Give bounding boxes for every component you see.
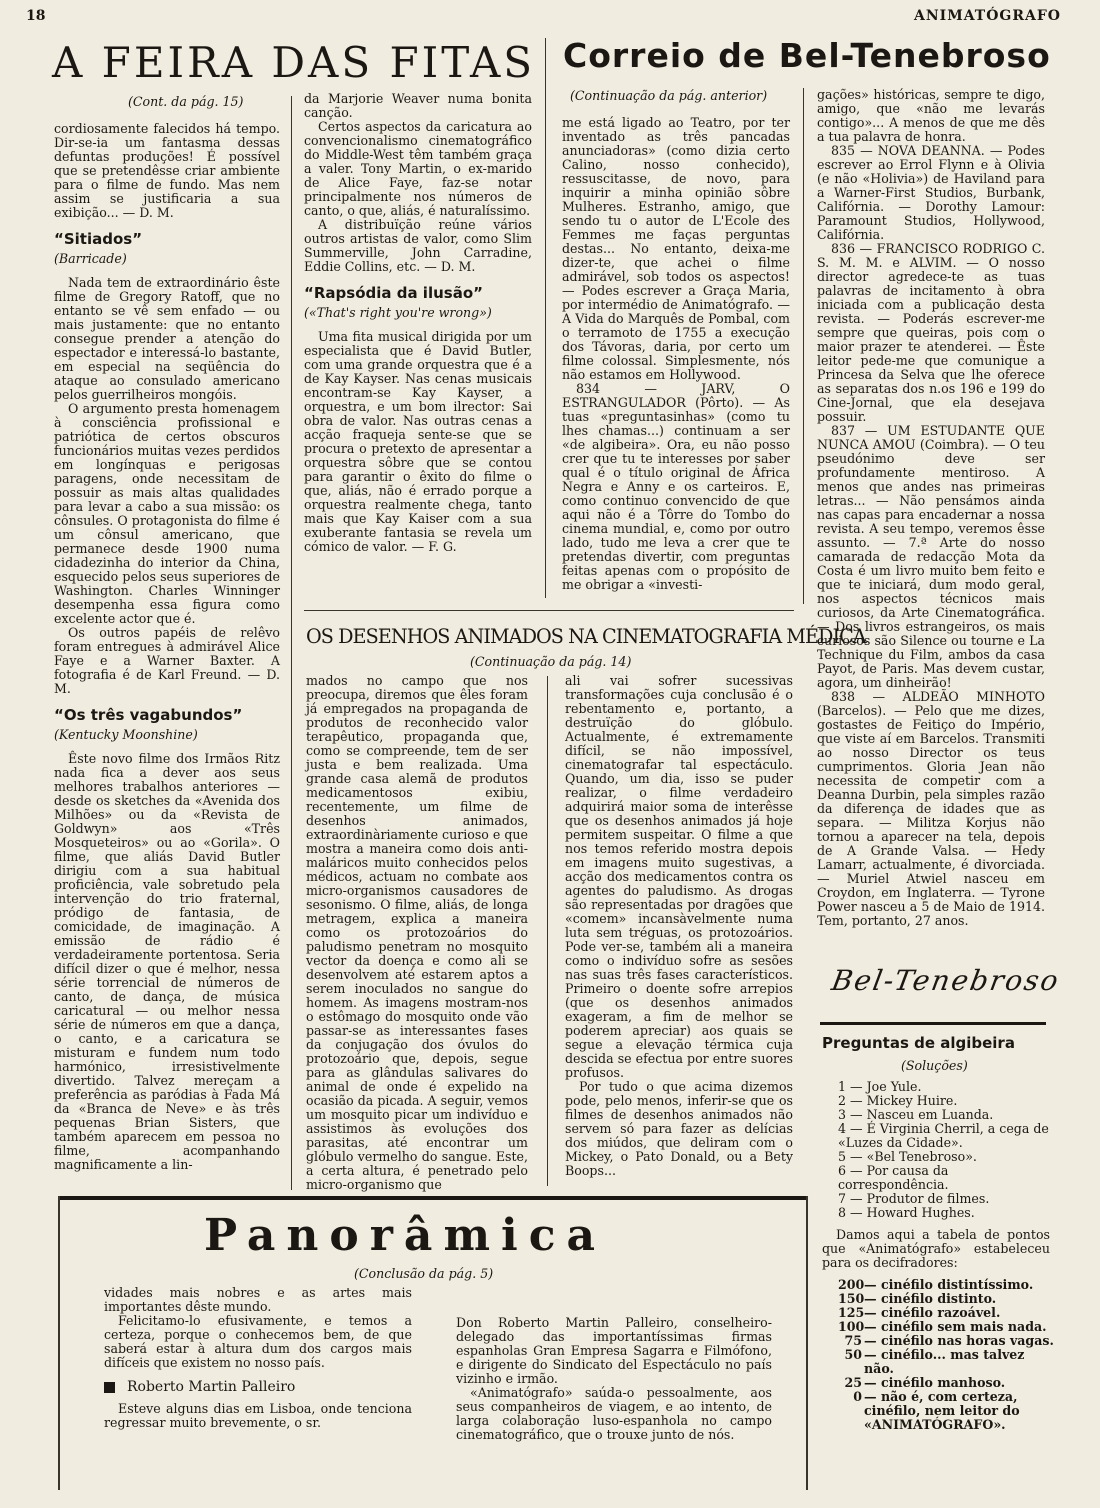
correio-title: Correio de Bel-Tenebroso	[563, 36, 1051, 75]
score-row	[838, 1390, 1054, 1432]
correio-col2-p1: gações» históricas, sempre te digo, amigo, que «não me levarás contigo»... A menos de que me dês a tua palavra de honra.	[817, 87, 1045, 144]
panoramica-border-right	[806, 1196, 808, 1490]
score-points: 75	[844, 1333, 862, 1348]
score-points: 125	[838, 1305, 865, 1320]
sitiados-p3: Os outros papéis de relêvo foram entregues à admirável Alice Faye e a Warner Baxter. A fotografia é de Karl Freund. — D. M.	[54, 625, 280, 696]
rapsodia-subtitle: («That's right you're wrong»)	[304, 305, 492, 320]
answer-item: 4 — É Virginia Cherril, a cega de «Luzes da Cidade».	[838, 1121, 1049, 1150]
feira-col2-p3: A distribuïção reúne vários outros artistas de valor, como Slim Summerville, John Carradine, Eddie Collins, etc. — D. M.	[304, 217, 532, 274]
panoramica-col2-p1: Don Roberto Martin Palleiro, conselheiro-delegado das importantíssimas firmas espanholas Gran Empresa Sagarra e Filmófono, e dirigente do Sindicato del Espectáculo no país vizinho e irmão.	[456, 1315, 772, 1386]
score-points: 100	[838, 1319, 865, 1334]
desenhos-col2-p1: ali vai sofrer sucessivas transformações cuja conclusão é o rebentamento e, portanto, a destruïção do glóbulo. Actualmente, é extremamente difícil, se não impossível, cinematografar tal espectáculo. Quando, um dia, isso se puder realizar, o filme verdadeiro adquirirá maior soma de interêsse que os desenhos animados já hoje permitem suspeitar. O filme a que nos temos referido mostra depois em imagens muito sugestivas, a acção dos medicamentos contra os agentes do paludismo. As drogas são representadas por dragões que «comem» incansàvelmente numa luta sem tréguas, os protozoários. Pode ver-se, também ali a maneira como o indivíduo sofre as sesões nas suas três fases característicos. Primeiro o doente sofre arrepios (que os desenhos animados exageram, a fim de melhor se poderem apreciar) aos quais se segue a elevação térmica cuja descida se efectua por entre suores profusos.	[565, 673, 793, 1080]
answer-item: 6 — Por causa da correspondência.	[838, 1163, 949, 1192]
score-row	[838, 1334, 1054, 1348]
square-bullet-icon	[104, 1382, 115, 1393]
correio-letter-838: 838 — ALDEÃO MINHOTO (Barcelos). — Pelo que me dizes, gostastes de Feitiço do Império, que viste aí em Barcelos. Transmiti ao nosso Director os teus cumprimentos. Gloria Jean não necessita de competir com a Deanna Durbin, pela simples razão da diferença de idades que as separa. — Militza Korjus não tornou a aparecer na tela, depois de A Grande Valsa. — Hedy Lamarr, actualmente, é divorciada. — Muriel Atwiel nasceu em Croydon, em Inglaterra. — Tyrone Power nasceu a 5 de Maio de 1914. Tem, portanto, 27 anos.	[817, 689, 1045, 928]
preguntas-answers	[822, 1080, 1050, 1270]
answer-item: 3 — Nasceu em Luanda.	[838, 1107, 994, 1122]
score-points: 200	[838, 1277, 865, 1292]
feira-intro: cordiosamente falecidos há tempo. Dir-se-ia um fantasma dessas defuntas produções! É possível que se pretendêsse criar ambiente para o filme de fundo. Mas nem assim se justificaria a sua exibição... — D. M.	[54, 121, 280, 220]
desenhos-title: OS DESENHOS ANIMADOS NA CINEMATOGRAFIA MÉDICA	[306, 624, 866, 648]
score-row	[838, 1376, 1054, 1390]
desenhos-column-1	[306, 674, 528, 1192]
panoramica-col1-p1: vidades mais nobres e as artes mais importantes dêste mundo.	[104, 1285, 412, 1314]
correio-letter-834: 834 — JARV, O ESTRANGULADOR (Pôrto). — As tuas «preguntasinhas» (como tu lhes chamas...) continuam a ser «de algibeira». Ora, eu não posso crer que tu te interesses por saber qual é o título original de África Negra e Anny e os carteiros. E, como continuo convencido de que aqui não é a Tôrre do Tombo do cinema mundial, e, como por outro lado, tudo me leva a crer que te pretendas divertir, com preguntas feitas apenas com o propósito de me obrigar a «investi-	[562, 381, 790, 592]
correio-continued: (Continuação da pág. anterior)	[570, 88, 768, 103]
desenhos-col1: mados no campo que nos preocupa, diremos que êles foram já empregados na propaganda de produtos de reconhecido valor terapêutico, propaganda que, como se compreende, tem de ser justa e bem realizada. Uma grande casa alemã de produtos medicamentosos exibiu, recentemente, um filme de desenhos animados, extraordinàriamente curioso e que mostra a maneira como dois anti-maláricos muito conhecidos pelos médicos, actuam no combate aos micro-organismos causadores de sesonismo. O filme, aliás, de longa metragem, explica a maneira como os protozoários do paludismo penetram no mosquito vector da doença e como ali se desenvolvem até estarem aptos a serem inoculados no sangue do homem. As imagens mostram-nos o estômago do mosquito onde vão passar-se as interessantes fases da conjugação dos óvulos do protozoário que, depois, segue para as glândulas salivares do animal de onde é expelido na ocasião da picada. A seguir, vemos um mosquito picar um indivíduo e assistimos às evoluções dos parasitas, até encontrar um glóbulo vermelho do sangue. Este, a certa altura, é penetrado pelo micro-organismo que	[306, 673, 528, 1192]
answer-item: 7 — Produtor de filmes.	[838, 1191, 990, 1206]
column-rule	[547, 676, 548, 1186]
panoramica-column-2	[456, 1316, 772, 1442]
answer-item: 1 — Joe Yule.	[838, 1079, 922, 1094]
page-number: 18	[26, 8, 46, 24]
panoramica-col1-p2: Felicitamo-lo efusivamente, e temos a certeza, porque o conhecemos bem, de que saberá estar à altura dum dos cargos mais difíceis que existem no nosso país.	[104, 1313, 412, 1370]
vagabundos-p1: Êste novo filme dos Irmãos Ritz nada fica a dever aos seus melhores trabalhos anteriores — desde os sketches da «Avenida dos Milhões» ou da «Revista de Goldwyn» aos «Três Mosqueteiros» ou ao «Gorila». O filme, que aliás David Butler dirigiu com a sua habitual proficiência, vale sobretudo pela intervenção do trio fraternal, pródigo de fantasia, de comicidade, de imaginação. A emissão de rádio é verdadeiramente portentosa. Seria difícil dizer o que é melhor, nessa série torrencial de números de canto, de dança, de música caricatural — ou melhor nessa série de números em que a dança, o canto, e a caricatura se misturam e fundem num todo harmónico, irresistivelmente divertido. Talvez mereçam a preferência as paródias à Fada Má da «Branca de Neve» e às três pequenas Brian Sisters, que também aparecem em pessoa no filme, acompanhando magnificamente a lin-	[54, 751, 280, 1172]
panoramica-col1-p3: Esteve alguns dias em Lisboa, onde tenciona regressar muito brevemente, o sr.	[104, 1401, 412, 1430]
answer-item: 5 — «Bel Tenebroso».	[838, 1149, 977, 1164]
vagabundos-title: “Os três vagabundos”	[54, 706, 243, 724]
feira-column-2	[304, 92, 532, 554]
answer-item: 2 — Mickey Huire.	[838, 1093, 958, 1108]
sitiados-subtitle: (Barricade)	[54, 251, 127, 266]
sitiados-p1: Nada tem de extraordinário êste filme de Gregory Ratoff, que no entanto se vê sem enfado — ou mais justamente: que no entanto consegue prender a atenção do espectador e interessá-lo bastante, em especial na seqüência do ataque ao consulado americano pelos guerrilheiros mongóis.	[54, 275, 280, 402]
score-label: — cinéfilo razoável.	[864, 1305, 1001, 1320]
feira-continued: (Cont. da pág. 15)	[128, 94, 244, 109]
sitiados-title: “Sitiados”	[54, 230, 143, 248]
preguntas-intro: Damos aqui a tabela de pontos que «Animatógrafo» estabeleceu para os decifradores:	[822, 1227, 1050, 1270]
correio-col1-p1: me está ligado ao Teatro, por ter inventado as três pancadas anunciadoras» (como dizia certo Calino, nosso conhecido), ressuscitasse, de novo, para inquirir a minha opinião sôbre Mulheres. Estranho, amigo, que sendo tu o autor de L'Ecole des Femmes me faças perguntas destas... No entanto, deixa-me dizer-te, que achei o filme admirável, sob todos os aspectos! — Podes escrever a Graça Maria, por intermédio de Animatógrafo. — A Vida do Marquês de Pombal, com o terramoto de 1755 a execução dos Távoras, daria, por certo um filme colossal. Simplesmente, nós não estamos em Hollywood.	[562, 115, 790, 382]
feira-column-1	[54, 122, 280, 1172]
panoramica-border-left	[58, 1196, 60, 1490]
panoramica-continued: (Conclusão da pág. 5)	[354, 1266, 494, 1281]
score-row	[838, 1278, 1054, 1292]
desenhos-column-2	[565, 674, 793, 1178]
score-label: — cinéfilo manhoso.	[864, 1375, 1006, 1390]
score-row	[838, 1292, 1054, 1306]
score-table	[838, 1278, 1054, 1432]
panoramica-subhead: Roberto Martin Palleiro	[127, 1379, 296, 1395]
panoramica-column-1	[104, 1286, 412, 1430]
feira-col2-p2: Certos aspectos da caricatura ao convencionalismo cinematográfico do Middle-West têm também graça a valer. Tony Martin, o ex-marido de Alice Faye, faz-se notar principalmente nos números de canto, o que, aliás, é naturalíssimo.	[304, 119, 532, 218]
correio-column-1	[562, 116, 790, 592]
section-rule	[304, 610, 794, 611]
score-label: — cinéfilo... mas talvez não.	[864, 1347, 1025, 1376]
rapsodia-title: “Rapsódia da ilusão”	[304, 284, 483, 302]
panoramica-subhead-row	[104, 1380, 412, 1394]
score-label: — não é, com certeza, cinéfilo, nem leitor do «ANIMATÓGRAFO».	[864, 1389, 1020, 1432]
panoramica-col2-p2: «Animatógrafo» saúda-o pessoalmente, aos seus companheiros de viagem, e ao intento, de larga colaboração luso-espanhola no campo cinematográfico, que o trouxe junto de nós.	[456, 1385, 772, 1442]
desenhos-continued: (Continuação da pág. 14)	[470, 654, 632, 669]
preguntas-subtitle: (Soluções)	[901, 1058, 968, 1073]
rapsodia-p1: Uma fita musical dirigida por um especialista que é David Butler, com uma grande orquestra que é a de Kay Kayser. Nas cenas musicais encontram-se Kay Kayser, a orquestra, e um bom ilrector: Sai obra de valor. Nas outras cenas a acção fraqueja sente-se que se procura o pretexto de apresentar a orquestra sôbre que se contou para garantir o êxito do filme o que, aliás, não é errado porque a orquestra realmente chega, tanto mais que Kay Kaiser com a sua exuberante fantasia se revela um cómico de valor. — F. G.	[304, 329, 532, 554]
column-rule	[291, 96, 292, 1190]
score-label: — cinéfilo sem mais nada.	[864, 1319, 1047, 1334]
panoramica-top-bar	[58, 1196, 808, 1200]
score-row	[838, 1320, 1054, 1334]
correio-letter-837: 837 — UM ESTUDANTE QUE NUNCA AMOU (Coimbra). — O teu pseudónimo deve ser profundamente mentiroso. A menos que andes nas primeiras letras... — Não pensámos ainda nas capas para encadernar a nossa revista. A seu tempo, veremos êsse assunto. — 7.ª Arte do nosso camarada de redacção Mota da Costa é um livro muito bem feito e que te iniciará, dum modo geral, nos aspectos técnicos mais curiosos, da Arte Cinematográfica. — Dos livros estrangeiros, os mais curiosos são Silence ou tourne e La Technique du Film, ambos da casa Payot, de Paris. Mas devem custar, agora, um dinheirão!	[817, 423, 1045, 690]
correio-letter-835: 835 — NOVA DEANNA. — Podes escrever ao Errol Flynn e à Olivia (e não «Holivia») de Haviland para a Warner-First Studios, Burbank, Califórnia. — Dorothy Lamour: Paramount Studios, Hollywood, Califórnia.	[817, 143, 1045, 242]
column-rule	[803, 88, 804, 604]
feira-title: A FEIRA DAS FITAS	[52, 38, 536, 87]
score-points: 50	[844, 1347, 862, 1362]
score-points: 25	[844, 1375, 862, 1390]
sitiados-p2: O argumento presta homenagem à consciência profissional e patriótica de certos obscuros funcionários muitas vezes perdidos em longínquas e perigosas paragens, onde necessitam de possuir as mais altas qualidades para levar a cabo a sua missão: os cônsules. O protagonista do filme é um cônsul americano, que permanece desde 1900 numa cidadezinha do interior da China, esquecido pelos seus superiores de Washington. Charles Winninger desempenha essa figura como excelente actor que é.	[54, 401, 280, 626]
signature: Bel-Tenebroso	[829, 964, 1063, 997]
score-label: — cinéfilo distinto.	[864, 1291, 997, 1306]
score-label: — cinéfilo distintíssimo.	[864, 1277, 1034, 1292]
preguntas-title: Preguntas de algibeira	[822, 1034, 1015, 1052]
score-points: 150	[838, 1291, 865, 1306]
score-row	[838, 1348, 1054, 1376]
score-label: — cinéfilo nas horas vagas.	[864, 1333, 1054, 1348]
column-rule	[545, 38, 546, 598]
feira-col2-p1: da Marjorie Weaver numa bonita canção.	[304, 91, 532, 120]
preguntas-rule	[820, 1022, 1046, 1025]
score-points: 0	[853, 1389, 862, 1404]
magazine-name: ANIMATÓGRAFO	[914, 8, 1062, 24]
desenhos-col2-p2: Por tudo o que acima dizemos pode, pelo menos, inferir-se que os filmes de desenhos animados não servem só para fazer as delícias dos miúdos, que deliram com o Mickey, o Pato Donald, ou a Bety Boops...	[565, 1079, 793, 1178]
answer-item: 8 — Howard Hughes.	[838, 1205, 975, 1220]
score-row	[838, 1306, 1054, 1320]
vagabundos-subtitle: (Kentucky Moonshine)	[54, 727, 198, 742]
correio-column-2	[817, 88, 1045, 928]
panoramica-title: Panorâmica	[204, 1210, 607, 1261]
correio-letter-836: 836 — FRANCISCO RODRIGO C. S. M. M. e ALVIM. — O nosso director agredece-te as tuas palavras de incitamento à obra iniciada com a publicação desta revista. — Poderás escrever-me sempre que queiras, pois com o maior prazer te atenderei. — Êste leitor pede-me que comunique a Princesa da Selva que lhe oferece as separatas dos n.os 196 e 199 do Cine-Jornal, que ela desejava possuir.	[817, 241, 1045, 424]
